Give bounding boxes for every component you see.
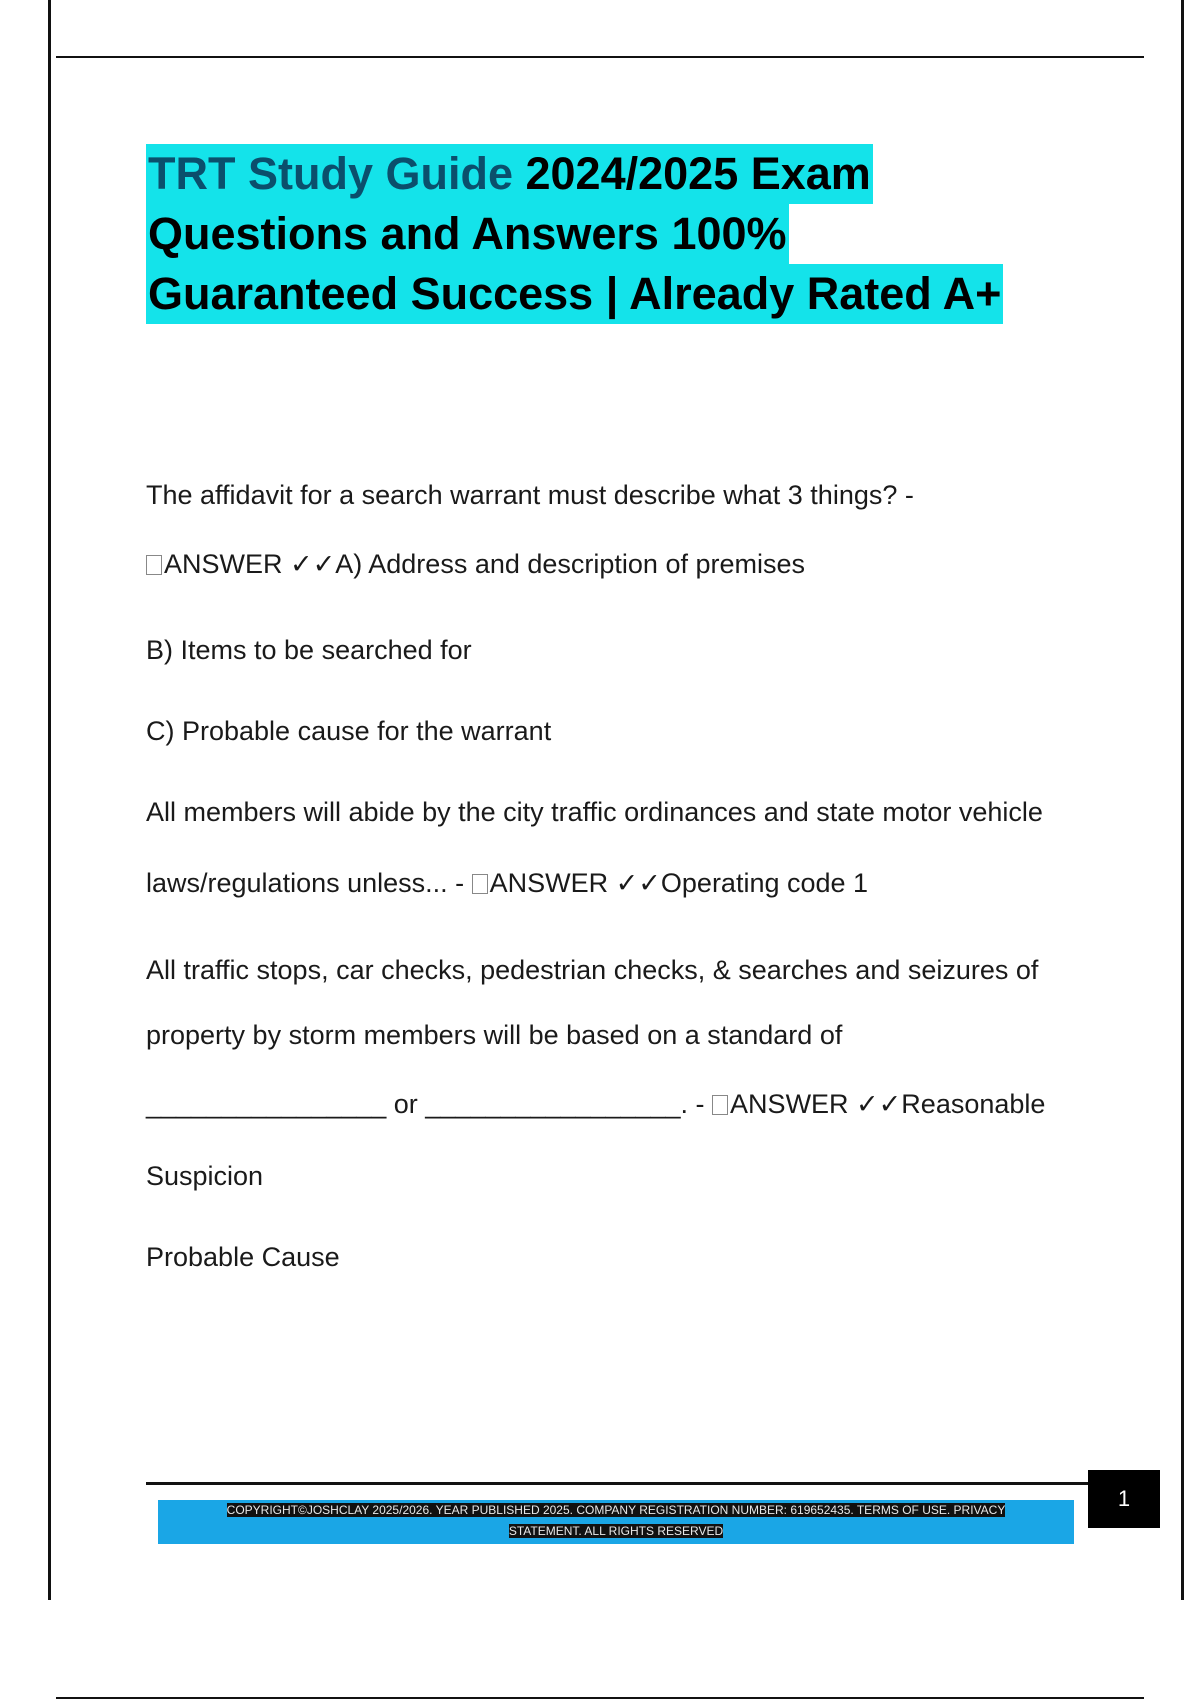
page-left-border	[48, 0, 51, 1600]
q1-answer-c: C) Probable cause for the warrant	[146, 716, 552, 746]
q1-answer: ANSWER ✓✓A) Address and description of premises	[164, 549, 805, 579]
copyright-bar	[158, 1500, 1074, 1544]
copyright-line-1: COPYRIGHT©JOSHCLAY 2025/2026. YEAR PUBLISHED 2025. COMPANY REGISTRATION NUMBER: 619652435. TERMS OF USE. PRIVACY	[226, 1503, 1006, 1517]
q1-question: The affidavit for a search warrant must describe what 3 things? -	[146, 480, 914, 510]
q3-question: All traffic stops, car checks, pedestrian checks, & searches and seizures of	[146, 955, 1039, 985]
q2-question-cont: laws/regulations unless... -	[146, 868, 472, 898]
page-right-border	[1181, 0, 1184, 1600]
q2-answer: ANSWER ✓✓Operating code 1	[489, 868, 869, 898]
document-title	[146, 144, 1146, 324]
q3-line-3	[146, 1088, 1136, 1120]
q3-answer-extra: Probable Cause	[146, 1242, 340, 1272]
q3-blanks: ________________ or _________________. -	[146, 1089, 713, 1119]
next-page-divider	[56, 1697, 1144, 1699]
footer-divider	[146, 1482, 1088, 1485]
title-line-1	[146, 144, 873, 204]
copyright-line-2: STATEMENT. ALL RIGHTS RESERVED	[508, 1524, 724, 1538]
page-number: 1	[1088, 1470, 1160, 1528]
title-line-1-rest: 2024/2025 Exam	[513, 148, 871, 199]
q1-answer-line	[146, 548, 1136, 580]
answer-box-icon	[712, 1095, 728, 1115]
q2-question: All members will abide by the city traffic ordinances and state motor vehicle	[146, 797, 1043, 827]
answer-box-icon	[472, 874, 488, 894]
header-divider	[56, 56, 1144, 58]
title-accent: TRT Study Guide	[148, 148, 513, 199]
q3-question-cont: property by storm members will be based on a standard of	[146, 1020, 843, 1050]
q3-answer-cont: Suspicion	[146, 1161, 264, 1191]
q3-answer: ANSWER ✓✓Reasonable	[730, 1089, 1046, 1119]
q2-line-2	[146, 867, 1136, 899]
q1-answer-b: B) Items to be searched for	[146, 635, 472, 665]
title-line-2: Questions and Answers 100%	[146, 204, 789, 264]
answer-box-icon	[146, 555, 162, 575]
title-line-3: Guaranteed Success | Already Rated A+	[146, 264, 1003, 324]
